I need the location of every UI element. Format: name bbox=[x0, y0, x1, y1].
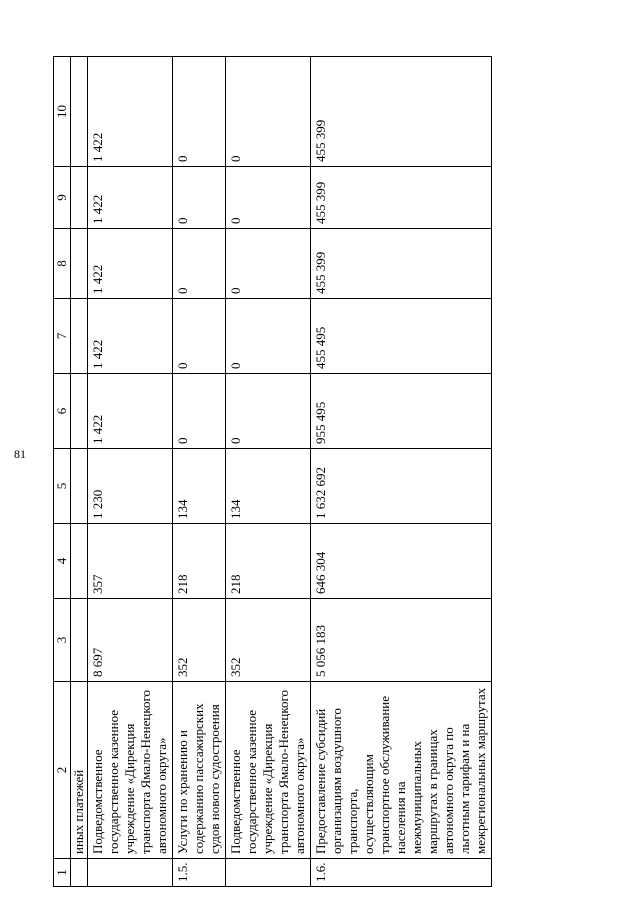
row-value: 455 399 bbox=[311, 167, 492, 229]
row-name: Подведомственное государственное казенное учреждение «Дирекция транспорта Ямало-Ненецкого автономного округа» bbox=[226, 682, 311, 859]
row-value: 0 bbox=[226, 299, 311, 374]
row-value: 218 bbox=[173, 524, 226, 599]
row-value: 218 bbox=[226, 524, 311, 599]
row-value: 1 422 bbox=[88, 229, 173, 299]
row-value: 0 bbox=[173, 299, 226, 374]
row-value: 0 bbox=[226, 167, 311, 229]
row-value: 1 422 bbox=[88, 299, 173, 374]
row-code: 1.5. bbox=[173, 859, 226, 887]
column-header: 4 bbox=[54, 524, 71, 599]
table-row bbox=[311, 57, 492, 887]
table-row bbox=[88, 57, 173, 887]
row-value: 357 bbox=[88, 524, 173, 599]
column-header: 2 bbox=[54, 682, 71, 859]
row-value bbox=[71, 599, 88, 682]
table-row bbox=[71, 57, 88, 887]
row-value bbox=[71, 374, 88, 449]
column-header: 7 bbox=[54, 299, 71, 374]
row-value bbox=[71, 524, 88, 599]
row-value: 8 697 bbox=[88, 599, 173, 682]
column-number-row bbox=[54, 57, 71, 887]
row-value: 5 056 183 bbox=[311, 599, 492, 682]
budget-table-container bbox=[53, 57, 488, 887]
row-code: 1.6. bbox=[311, 859, 492, 887]
row-value: 955 495 bbox=[311, 374, 492, 449]
row-value: 1 422 bbox=[88, 167, 173, 229]
row-value: 0 bbox=[173, 374, 226, 449]
row-name: Услуги по хранению и содержанию пассажирских судов нового судостроения bbox=[173, 682, 226, 859]
row-value bbox=[71, 229, 88, 299]
row-value: 1 422 bbox=[88, 57, 173, 167]
column-header: 5 bbox=[54, 449, 71, 524]
row-name: иных платежей bbox=[71, 682, 88, 859]
row-value: 134 bbox=[226, 449, 311, 524]
row-value: 455 399 bbox=[311, 57, 492, 167]
row-value: 0 bbox=[173, 57, 226, 167]
row-name: Предоставление субсидий организациям воздушного транспорта, осуществляющим транспортное обслуживание населения на межмуниципальных маршрутах в границах автономного округа по льготным тарифам и на межрегиональных маршрутах bbox=[311, 682, 492, 859]
column-header: 10 bbox=[54, 57, 71, 167]
row-value: 0 bbox=[173, 167, 226, 229]
column-header: 1 bbox=[54, 859, 71, 887]
table-row bbox=[226, 57, 311, 887]
row-value: 0 bbox=[226, 229, 311, 299]
row-value: 646 304 bbox=[311, 524, 492, 599]
column-header: 8 bbox=[54, 229, 71, 299]
row-value bbox=[71, 57, 88, 167]
row-value: 0 bbox=[173, 229, 226, 299]
row-value bbox=[71, 299, 88, 374]
row-value: 352 bbox=[226, 599, 311, 682]
row-code bbox=[226, 859, 311, 887]
row-value: 134 bbox=[173, 449, 226, 524]
row-value: 1 230 bbox=[88, 449, 173, 524]
budget-table bbox=[53, 56, 492, 887]
row-value: 0 bbox=[226, 57, 311, 167]
column-header: 6 bbox=[54, 374, 71, 449]
table-row bbox=[173, 57, 226, 887]
row-value: 455 399 bbox=[311, 229, 492, 299]
row-value bbox=[71, 167, 88, 229]
page-number: 81 bbox=[14, 447, 26, 461]
row-value: 1 422 bbox=[88, 374, 173, 449]
row-value: 455 495 bbox=[311, 299, 492, 374]
row-value bbox=[71, 449, 88, 524]
row-value: 1 632 692 bbox=[311, 449, 492, 524]
row-value: 352 bbox=[173, 599, 226, 682]
column-header: 3 bbox=[54, 599, 71, 682]
row-name: Подведомственное государственное казенное учреждение «Дирекция транспорта Ямало-Ненецкого автономного округа» bbox=[88, 682, 173, 859]
row-code bbox=[71, 859, 88, 887]
column-header: 9 bbox=[54, 167, 71, 229]
row-code bbox=[88, 859, 173, 887]
row-value: 0 bbox=[226, 374, 311, 449]
